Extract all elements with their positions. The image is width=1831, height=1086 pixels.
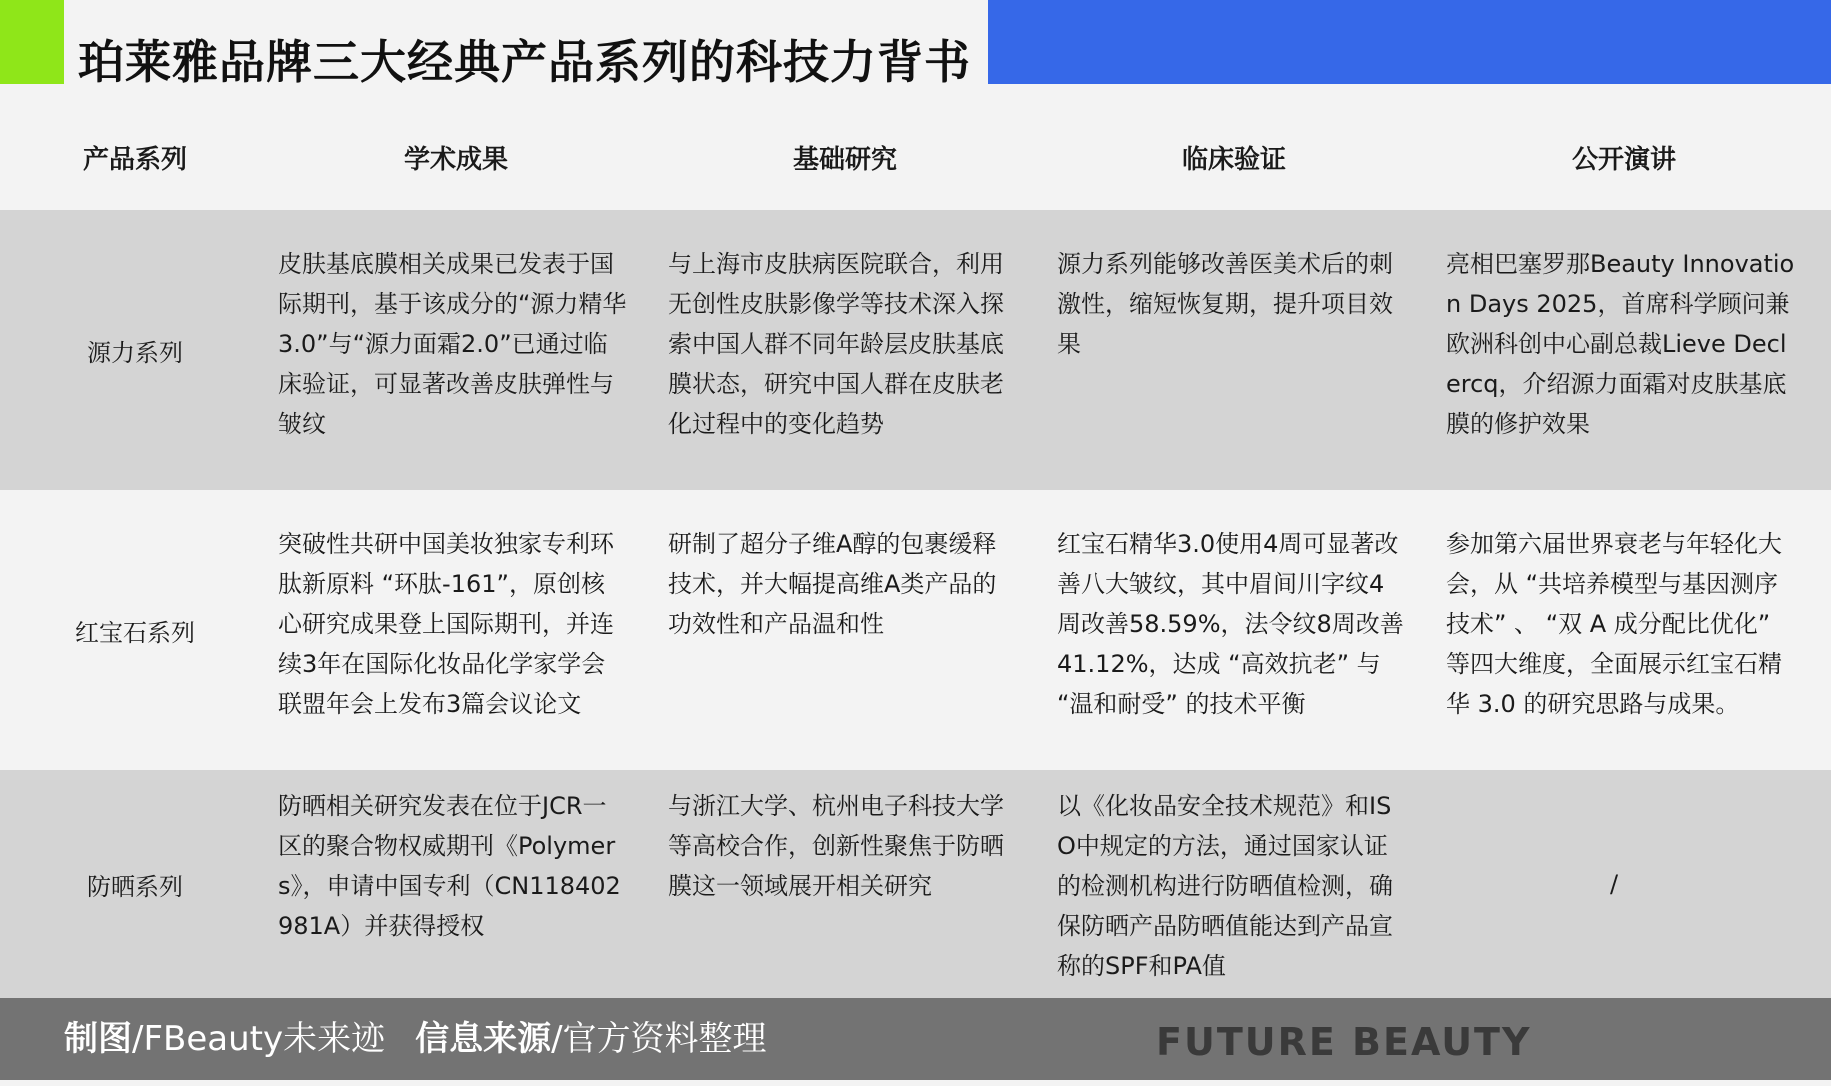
header-series: 产品系列 [82,145,187,175]
brand-wordmark: FUTURE BEAUTY [1156,1020,1532,1064]
table-row [0,770,1831,998]
header-academic: 学术成果 [403,145,508,175]
cell-academic: 皮肤基底膜相关成果已发表于国际期刊，基于该成分的“源力精华3.0”与“源力面霜2.0”已通过临床验证，可显著改善皮肤弹性与皱纹 [278,250,627,438]
cell-academic: 防晒相关研究发表在位于JCR一区的聚合物权威期刊《Polymers》，申请中国专利（CN118402981A）并获得授权 [278,792,621,940]
cell-research: 与浙江大学、杭州电子科技大学等高校合作，创新性聚焦于防晒膜这一领域展开相关研究 [668,792,1004,900]
blue-accent-block [988,0,1831,84]
green-accent-block [0,0,64,84]
maker-label: 制图 [64,1019,132,1059]
page-title: 珀莱雅品牌三大经典产品系列的科技力背书 [78,35,971,89]
header-clinical: 临床验证 [1181,145,1286,175]
row-series-label: 红宝石系列 [75,618,195,647]
header-research: 基础研究 [792,145,897,175]
source-label: 信息来源 [415,1019,552,1059]
cell-speech: 亮相巴塞罗那Beauty Innovation Days 2025，首席科学顾问兼欧洲科创中心副总裁Lieve Declercq，介绍源力面霜对皮肤基底膜的修护效果 [1446,250,1795,438]
footer-bar [0,998,1831,1080]
table-row [0,490,1831,770]
cell-academic: 突破性共研中国美妆独家专利环肽新原料 “环肽-161”，原创核心研究成果登上国际期刊，并连续3年在国际化妆品化学家学会联盟年会上发布3篇会议论文 [278,530,614,718]
cell-speech: / [1609,870,1619,898]
cell-speech: 参加第六届世界衰老与年轻化大会，从 “共培养模型与基因测序技术” 、 “双 A 成分配比优化” 等四大维度，全面展示红宝石精华 3.0 的研究思路与成果。 [1446,530,1782,718]
footer-credits [64,998,767,1080]
cell-clinical: 红宝石精华3.0使用4周可显著改善八大皱纹，其中眉间川字纹4周改善58.59%，法令纹8周改善41.12%，达成 “高效抗老” 与 “温和耐受” 的技术平衡 [1057,530,1404,718]
cell-clinical: 源力系列能够改善医美术后的刺激性，缩短恢复期，提升项目效果 [1057,250,1393,358]
header-speech: 公开演讲 [1571,145,1676,175]
table-header [0,110,1831,210]
source-value: /官方资料整理 [551,1019,767,1059]
cell-research: 研制了超分子维A醇的包裹缓释技术，并大幅提高维A类产品的功效性和产品温和性 [668,530,997,638]
cell-clinical: 以《化妆品安全技术规范》和ISO中规定的方法，通过国家认证的检测机构进行防晒值检测，确保防晒产品防晒值能达到产品宣称的SPF和PA值 [1057,792,1393,980]
maker-value: /FBeauty未来迹 [132,1019,386,1059]
row-series-label: 源力系列 [87,338,183,367]
row-series-label: 防晒系列 [87,872,183,901]
table-row [0,210,1831,490]
cell-research: 与上海市皮肤病医院联合，利用无创性皮肤影像学等技术深入探索中国人群不同年龄层皮肤基底膜状态，研究中国人群在皮肤老化过程中的变化趋势 [668,250,1004,438]
